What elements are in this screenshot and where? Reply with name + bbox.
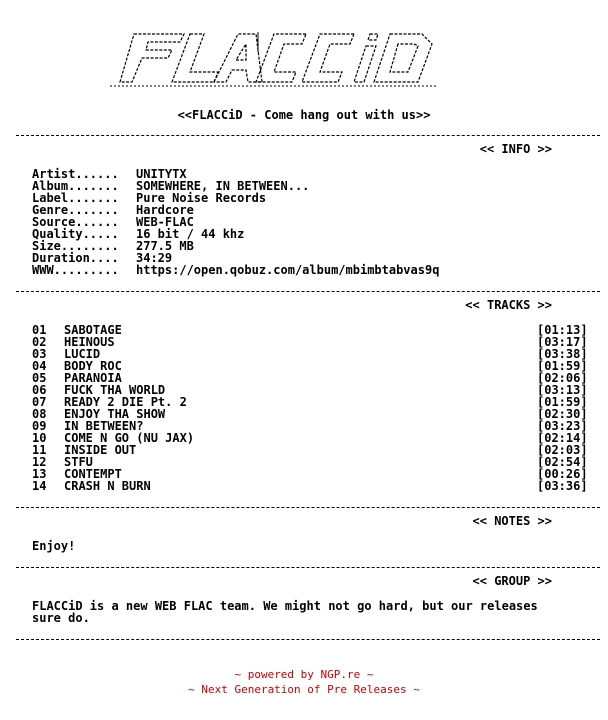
info-label: Artist......	[32, 167, 119, 181]
track-number: 02	[32, 335, 47, 349]
track-number: 05	[32, 371, 47, 385]
info-genre-value: Hardcore	[136, 203, 194, 217]
notes-header: << NOTES >>	[472, 514, 552, 528]
track-number: 11	[32, 443, 47, 457]
track-duration: [02:54]	[537, 455, 588, 469]
info-label-value: Pure Noise Records	[136, 191, 267, 205]
track-number: 09	[32, 419, 47, 433]
track-number: 01	[32, 323, 47, 337]
divider	[16, 639, 600, 640]
divider	[16, 507, 600, 508]
notes-text: Enjoy!	[32, 539, 76, 553]
footer-tagline: ~ Next Generation of Pre Releases ~	[188, 683, 420, 696]
info-label: Album.......	[32, 179, 119, 193]
track-title: HEINOUS	[64, 335, 115, 349]
divider	[16, 567, 600, 568]
track-number: 10	[32, 431, 47, 445]
track-duration: [01:59]	[537, 395, 588, 409]
track-duration: [02:06]	[537, 371, 588, 385]
info-duration-value: 34:29	[136, 251, 173, 265]
info-label: Source......	[32, 215, 119, 229]
track-duration: [03:13]	[537, 383, 588, 397]
info-source-value: WEB-FLAC	[136, 215, 194, 229]
track-title: CONTEMPT	[64, 467, 122, 481]
info-label: WWW.........	[32, 263, 119, 277]
divider	[16, 135, 600, 136]
info-album-value: SOMEWHERE, IN BETWEEN...	[136, 179, 310, 193]
info-size-value: 277.5 MB	[136, 239, 194, 253]
track-duration: [01:59]	[537, 359, 588, 373]
track-title: READY 2 DIE Pt. 2	[64, 395, 187, 409]
group-header: << GROUP >>	[472, 574, 552, 588]
track-title: LUCID	[64, 347, 101, 361]
track-title: STFU	[64, 455, 93, 469]
track-title: ENJOY THA SHOW	[64, 407, 166, 421]
info-label: Quality.....	[32, 227, 119, 241]
track-title: BODY ROC	[64, 359, 122, 373]
info-label: Size........	[32, 239, 119, 253]
tracks-header: << TRACKS >>	[465, 298, 552, 312]
info-artist-value: UNITYTX	[136, 167, 187, 181]
track-title: COME N GO (NU JAX)	[64, 431, 195, 445]
info-header: << INFO >>	[479, 142, 552, 156]
track-title: INSIDE OUT	[64, 443, 137, 457]
track-number: 06	[32, 383, 47, 397]
track-number: 13	[32, 467, 47, 481]
footer-powered-by[interactable]: ~ powered by NGP.re ~	[234, 668, 374, 681]
info-label: Label.......	[32, 191, 119, 205]
track-number: 07	[32, 395, 47, 409]
info-quality-value: 16 bit / 44 khz	[136, 227, 245, 241]
track-duration: [02:14]	[537, 431, 588, 445]
track-duration: [02:30]	[537, 407, 588, 421]
track-title: CRASH N BURN	[64, 479, 151, 493]
info-www-link[interactable]: https://open.qobuz.com/album/mbimbtabvas9q	[136, 263, 440, 277]
track-title: SABOTAGE	[64, 323, 122, 337]
track-title: IN BETWEEN?	[64, 419, 144, 433]
info-label: Genre.......	[32, 203, 119, 217]
track-duration: [03:17]	[537, 335, 588, 349]
track-title: FUCK THA WORLD	[64, 383, 166, 397]
flaccid-logo	[106, 28, 436, 90]
track-number: 12	[32, 455, 47, 469]
track-duration: [03:23]	[537, 419, 588, 433]
divider	[16, 291, 600, 292]
track-number: 03	[32, 347, 47, 361]
track-duration: [00:26]	[537, 467, 588, 481]
track-duration: [01:13]	[537, 323, 588, 337]
track-title: PARANOIA	[64, 371, 122, 385]
track-duration: [03:36]	[537, 479, 588, 493]
track-number: 14	[32, 479, 47, 493]
info-label: Duration....	[32, 251, 119, 265]
group-text: FLACCiD is a new WEB FLAC team. We might not go hard, but our releases sure do.	[32, 599, 538, 625]
track-duration: [02:03]	[537, 443, 588, 457]
track-number: 04	[32, 359, 47, 373]
track-number: 08	[32, 407, 47, 421]
track-duration: [03:38]	[537, 347, 588, 361]
tagline: <<FLACCiD - Come hang out with us>>	[177, 108, 431, 122]
